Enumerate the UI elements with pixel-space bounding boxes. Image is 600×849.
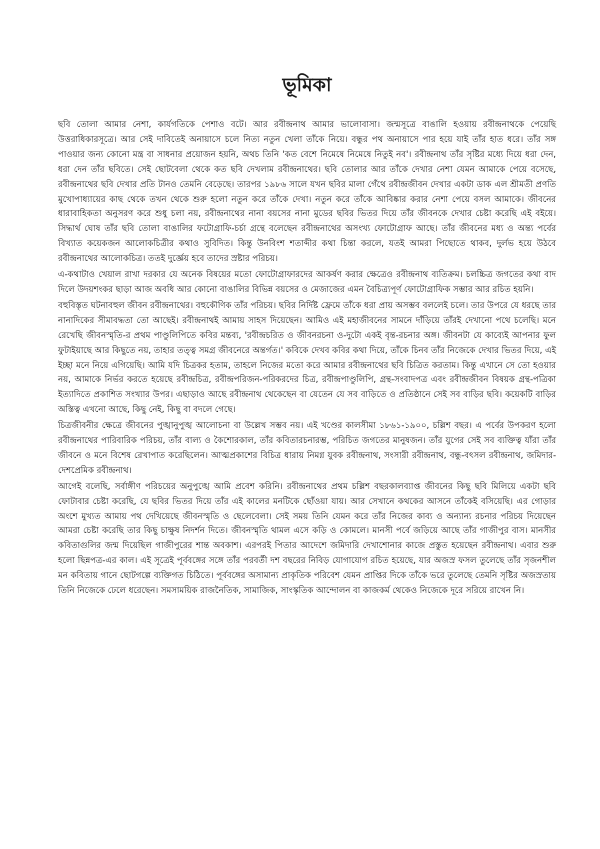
paragraph-5: আগেই বলেছি, সর্বাঙ্গীণ পরিচয়ের অনুপুঙ্খে আমি প্রবেশ করিনি। রবীন্দ্রনাথের প্রথম চল্লিশ বছরকালব্যাপ্ত জীবনের কিছু ছবি মিলিয়ে একটা ছবি ফোটাবার চেষ্টা করেছি, যে ছবির ভিতর দিয়ে তাঁর এই কালের মনটিকে ছোঁওয়া যায়। আর সেখানে কথকের আসনে তাঁকেই বসিয়েছি। এর গোড়ার অংশে মুখ্যত আমায় পথ দেখিয়েছে জীবনস্মৃতি ও ছেলেবেলা। সেই সময় তিনি যেমন করে তাঁর নিজের কাব্য ও অন্যান্য রচনার পরিচয় দিয়েছেন আমরা চেষ্টা করেছি তার কিছু চাক্ষুষ নিদর্শন দিতে। জীবনস্মৃতি থামল এসে কড়ি ও কোমলে। মানসী পর্বে জড়িয়ে আছে তাঁর গাজীপুর বাস। মানসীর কবিতাগুলির জন্ম দিয়েছিল গাজীপুরের শান্ত অবকাশ। এরপরই পিতার আদেশে জমিদারি দেখাশোনার কাজে প্রস্তুত হয়েছেন রবীন্দ্রনাথ। এবার শুরু হলো ছিন্নপত্র-এর কাল। এই সূত্রেই পূর্ববঙ্গের সঙ্গে তাঁর পরবর্তী দশ বছরের নিবিড় যোগাযোগ রচিত হয়েছে, যার অজস্র ফসল তুলেছে তাঁর সৃজনশীল মন কবিতায় গানে ছোটগল্পে ব্যক্তিগত চিঠিতে। পূর্ববঙ্গের অসামান্য প্রাকৃতিক পরিবেশ যেমন প্রাপ্তির দিকে তাঁকে ভরে তুলেছে তেমনি সৃষ্টির অজস্রতায় তিনি নিজেকে ঢেলে ধরেছেন। সমসাময়িক রাজনৈতিক, সামাজিক, সাংস্কৃতিক আন্দোলন বা কাজকর্ম থেকেও নিজেকে দূরে সরিয়ে রাখেন নি। [58,481,556,597]
paragraph-4: চিত্রজীবনীর ক্ষেত্রে জীবনের পুঙ্খানুপুঙ্খ আলোচনা বা উল্লেখ সম্ভব নয়। এই খণ্ডের কালসীমা ১৮৬১-১৯০০, চল্লিশ বছর। এ পর্বের উপকরণ হলো রবীন্দ্রনাথের পারিবারিক পরিচয়, তাঁর বাল্য ও কৈশোরকাল, তাঁর কবিতারচনারম্ভ, পরিচিত জগতের মানুষজন। তাঁর যুগের সেই সব ব্যক্তিত্ব যাঁরা তাঁর জীবনে ও মনে বিশেষ রেখাপাত করেছিলেন। আত্মপ্রকাশের বিচিত্র ধারায় নিমগ্ন যুবক রবীন্দ্রনাথ, সংসারী রবীন্দ্রনাথ, বন্ধু-বৎসল রবীন্দ্রনাথ, জমিদার-দেশপ্রেমিক রবীন্দ্রনাথ। [58,421,556,476]
paragraph-3: বহুবিস্তৃত ঘটনাবহুল জীবন রবীন্দ্রনাথের। বহুকৌণিক তাঁর পরিচয়। ছবির নির্দিষ্ট ফ্রেমে তাঁকে ধরা প্রায় অসম্ভব বললেই চলে। তার উপরে যে ধরছে তার নানাদিকের সীমাবদ্ধতা তো আছেই। রবীন্দ্রনাথই আমায় সাহস দিয়েছেন। আমিও এই মহাজীবনের সামনে দাঁড়িয়ে তাঁরই দেখানো পথে চলেছি। মনে রেখেছি জীবনস্মৃতি-র প্রথম পাণ্ডুলিপিতে কবির মন্তব্য, 'রবীন্দ্রচরিত ও জীবনরচনা ও-দুটো একই বৃন্ত-রচনার অঙ্গ। জীবনটা যে কাব্যেই আপনার ফুল ফুটাইয়াছে আর কিছুতে নয়, তাহার তত্ত্ব সমগ্র জীবনেরে অন্তর্গত।' কবিকে দেখব কবির কথা দিয়ে, তাঁকে চিনব তাঁর নিজেকে দেখার ভিতর দিয়ে, এই ইচ্ছা মনে নিয়ে এগিয়েছি। আমি যদি চিত্রকর হতাম, তাহলে নিজের মতো করে আমার রবীন্দ্রনাথের ছবি চিত্রিত করতাম। কিন্তু এখানে সে তো হওয়ার নয়, আমাকে নির্ভর করতে হয়েছে রবীন্দ্রচিত্র, রবীন্দ্রপরিজন-পরিকরদের চিত্র, রবীন্দ্রপাণ্ডুলিপি, গ্রন্থ-সংবাদপত্র এবং রবীন্দ্রজীবন বিষয়ক গ্রন্থ-পত্রিকা ইত্যাদিতে প্রকাশিত সংখ্যার উপর। এছাড়াও আছে রবীন্দ্রনাথ থেকেছেন বা যেতেন যে সব বাড়িতে ও প্রতিষ্ঠানে সেই সব বাড়ির ছবি। কয়েকটি বাড়ির অস্তিত্ব এখনো আছে, কিছু নেই, কিছু বা বদলে গেছে। [58,300,556,416]
document-body [58,118,556,599]
paragraph-2: এ-কথাটাও খেয়াল রাখা দরকার যে অনেক বিষয়ের মতো ফোটোগ্রাফারদের আকর্ষণ করার ক্ষেত্রেও রবীন্দ্রনাথ ব্যতিক্রম। চলচ্চিত্র জগতের কথা বাদ দিলে উদয়শংকর ছাড়া আজ অবধি আর কোনো বাঙালির বিভিন্ন বয়সের ও মেজাজের এমন বৈচিত্র্যপূর্ণ ফোটোগ্রাফিক সম্ভার আর রচিত হয়নি। [58,270,556,295]
paragraph-1: ছবি তোলা আমার নেশা, কার্যগতিকে পেশাও বটে। আর রবীন্দ্রনাথ আমার ভালোবাসা। জন্মসূত্রে বাঙালি হওয়ায় রবীন্দ্রনাথকে পেয়েছি উত্তরাধিকারসূত্রে। আর সেই দাবিতেই অনায়াসে চলে নিত্য নতুন খেলা তাঁকে নিয়ে। বন্ধুর পথ অনায়াসে পার হয়ে যাই তাঁর হাত ধরে। তাঁর সঙ্গ পাওয়ার জন্য কোনো মন্ত্র বা সাধনার প্রয়োজন হয়নি, অথচ তিনি 'কত বেশে নিমেষে নিমেষে নিতুই নব'। রবীন্দ্রনাথ তাঁর সৃষ্টির মধ্যে দিয়ে ধরা দেন, ধরা দেন তাঁর ছবিতে। সেই ছোটবেলা থেকে কত ছবি দেখলাম রবীন্দ্রনাথের। ছবি তোলার আর তাঁকে দেখার নেশা যেমন আমাকে পেয়ে বসেছে, রবীন্দ্রনাথের ছবি দেখার প্রতি টানও তেমনি বেড়েছে। তারপর ১৯৮৬ সালে যখন ছবির মালা গেঁথে রবীন্দ্রজীবন দেখার একটা ডাক এল শ্রীমতী প্রণতি মুখোপাধ্যায়ের কাছ থেকে তখন থেকে শুরু হলো নতুন করে তাঁকে দেখা। নতুন করে তাঁকে আবিষ্কার করার নেশা পেয়ে বসল আমাকে। জীবনের ধারাবাহিকতা অনুসরণ করে শুধু চলা নয়, রবীন্দ্রনাথের নানা বয়সের নানা মুডের ছবির ভিতর দিয়ে তাঁর জীবনকে দেখার চেষ্টা করেছি এই বইয়ে। সিদ্ধার্থ ঘোষ তাঁর ছবি তোলা বাঙালির ফটোগ্রাফি-চর্চা গ্রন্থে বলেছেন রবীন্দ্রনাথের অসংখ্য ফোটোগ্রাফ আছে। তাঁর জীবনের মধ্য ও অন্ত্য পর্বের বিখ্যাত কয়েকজন আলোকচিত্রীর কথাও সুবিদিত। কিন্তু উনবিংশ শতাব্দীর কথা চিন্তা করলে, যতই আমরা পিছোতে থাকব, দুর্লভ হয়ে উঠবে রবীন্দ্রনাথের আলোকচিত্র। ততই দুর্জ্ঞেয় হবে তাদের স্রষ্টার পরিচয়। [58,120,556,265]
page-title: ভূমিকা [282,74,332,96]
